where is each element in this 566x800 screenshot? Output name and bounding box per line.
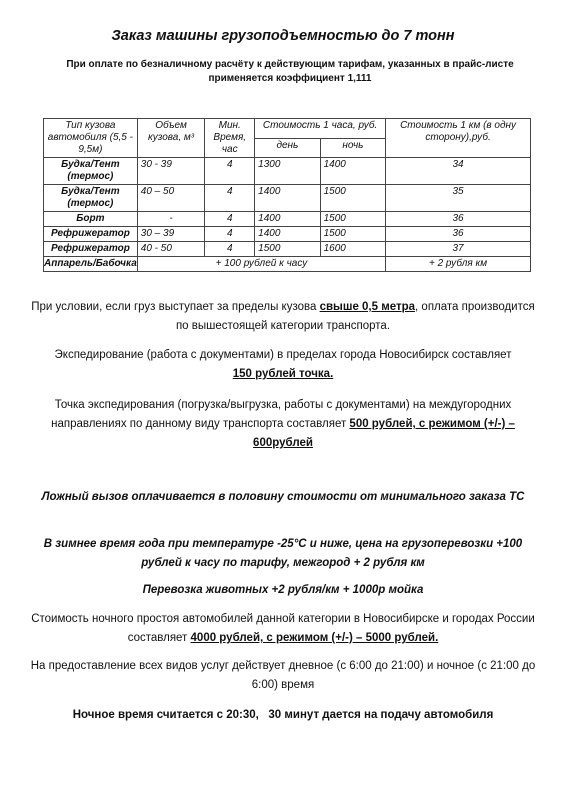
table-row: [44, 227, 531, 242]
oversize-highlight: свыше 0,5 метра: [319, 301, 416, 313]
cell-type: Будка/Тент (термос): [44, 185, 138, 212]
cell-min: 4: [205, 227, 255, 242]
cell-night: 1600: [320, 242, 385, 257]
cell-volume: 40 - 50: [137, 242, 205, 257]
cell-type: Будка/Тент (термос): [44, 158, 138, 185]
cell-min: 4: [205, 185, 255, 212]
header-min-time: Мин. Время, час: [205, 119, 255, 158]
cell-day: 1300: [255, 158, 320, 185]
price-table: [43, 118, 531, 272]
cell-km: 36: [386, 212, 531, 227]
cell-volume: -: [137, 212, 205, 227]
cell-min: 4: [205, 158, 255, 185]
cell-km: 34: [386, 158, 531, 185]
cell-type: Борт: [44, 212, 138, 227]
cell-volume: 30 - 39: [137, 158, 205, 185]
false-call-note: Ложный вызов оплачивается в половину стоимости от минимального заказа ТС: [41, 491, 525, 503]
table-row-extra: [44, 257, 531, 272]
cell-day: 1500: [255, 242, 320, 257]
night-idle-note: [24, 610, 542, 648]
intercity-price: 500 рублей, с режимом (+/-) – 600рублей: [253, 418, 515, 449]
header-day: день: [255, 138, 320, 158]
night-idle-text: Стоимость ночного простоя автомобилей данной категории в Новосибирске и городах России составляет: [31, 613, 535, 644]
oversize-text-a: При условии, если груз выступает за пределы кузова: [31, 301, 320, 313]
page-title: Заказ машины грузоподъемностью до 7 тонн: [111, 28, 455, 44]
oversize-text-c: , оплата производится по вышестоящей категории транспорта.: [175, 301, 535, 332]
payment-note-line-2: применяется коэффициент 1,111: [208, 73, 372, 84]
intercity-text: Точка экспедирования (погрузка/выгрузка, работы с документами) на междугородних направлениях по данному виду транспорта составляет: [51, 399, 512, 430]
cell-type: Аппарель/Бабочка: [44, 257, 138, 272]
cell-min: 4: [205, 212, 255, 227]
cell-day: 1400: [255, 227, 320, 242]
cell-night: 1500: [320, 185, 385, 212]
cell-km: 35: [386, 185, 531, 212]
night-time-note: Ночное время считается с 20:30, 30 минут дается на подачу автомобиля: [72, 709, 494, 721]
payment-note-line-1: При оплате по безналичному расчёту к действующим тарифам, указанных в прайс-листе: [66, 59, 514, 70]
cell-km-extra: + 2 рубля км: [386, 257, 531, 272]
day-night-hours-note: На предоставление всех видов услуг действует дневное (с 6:00 до 21:00) и ночное (с 21:00 до 6:00) время: [30, 660, 536, 691]
table-row: [44, 185, 531, 212]
table-header-row: [44, 119, 531, 139]
cell-volume: 40 – 50: [137, 185, 205, 212]
table-row: [44, 158, 531, 185]
city-forwarding-note: [24, 346, 542, 384]
animal-transport-note: Перевозка животных +2 рубля/км + 1000р мойка: [142, 584, 424, 596]
cell-hour-extra: + 100 рублей к часу: [137, 257, 385, 272]
table-row: [44, 242, 531, 257]
night-idle-price: 4000 рублей, с режимом (+/-) – 5000 рублей.: [190, 632, 439, 644]
cell-day: 1400: [255, 185, 320, 212]
cell-km: 36: [386, 227, 531, 242]
header-volume: Объем кузова, м³: [137, 119, 205, 158]
cell-volume: 30 – 39: [137, 227, 205, 242]
intercity-forwarding-note: [24, 396, 542, 453]
header-night: ночь: [320, 138, 385, 158]
city-forwarding-text: Экспедирование (работа с документами) в пределах города Новосибирск составляет: [54, 349, 512, 361]
cell-day: 1400: [255, 212, 320, 227]
table-row: [44, 212, 531, 227]
winter-surcharge-note: В зимнее время года при температуре -25°С и ниже, цена на грузоперевозки +100 рублей к часу по тарифу, межгород + 2 рубля км: [43, 538, 523, 569]
oversize-cargo-note: [24, 298, 542, 336]
cell-type: Рефрижератор: [44, 227, 138, 242]
header-body-type: Тип кузова автомобиля (5,5 - 9,5м): [44, 119, 138, 158]
header-km-cost: Стоимость 1 км (в одну сторону),руб.: [386, 119, 531, 158]
city-forwarding-price: 150 рублей точка.: [232, 368, 334, 380]
cell-type: Рефрижератор: [44, 242, 138, 257]
cell-night: 1500: [320, 227, 385, 242]
cell-night: 1500: [320, 212, 385, 227]
cell-night: 1400: [320, 158, 385, 185]
header-hour-cost: Стоимость 1 часа, руб.: [255, 119, 386, 139]
payment-note: [60, 58, 520, 86]
cell-km: 37: [386, 242, 531, 257]
cell-min: 4: [205, 242, 255, 257]
